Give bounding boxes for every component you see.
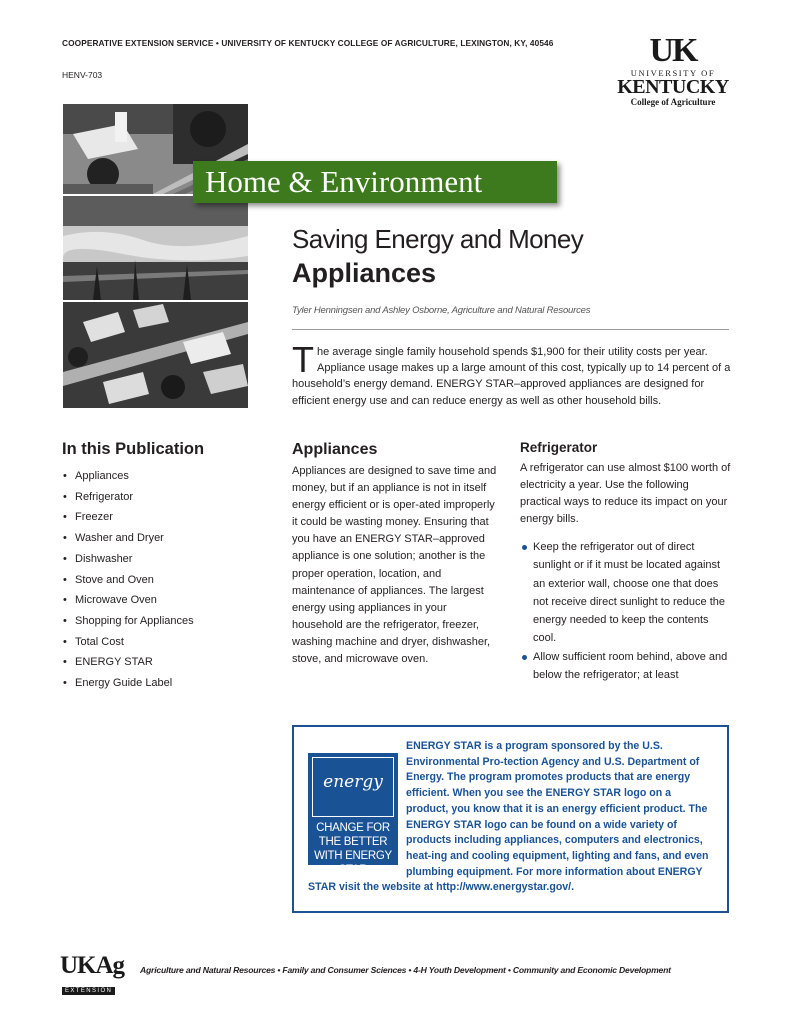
energy-star-description: ENERGY STAR is a program sponsored by the U.S. Environmental Pro-tection Agency and U.S. Department of Energy. The program promotes products that are energy efficient. When you see the ENERGY STAR logo on a product, you know that it is an energy efficient product. The ENERGY STAR logo can be found on a wide variety of products including appliances, computers and electronics, heat-ing and cooling equipment, lighting and fans, and even plumbing equipment. For more information about ENERGY STAR visit the website at http://www.energystar.gov/. bbox=[308, 740, 709, 894]
toc-item: • Stove and Oven bbox=[62, 570, 194, 591]
toc-item: • Freezer bbox=[62, 507, 194, 528]
ukag-logo-mark: UKAg bbox=[60, 952, 125, 979]
authors-line: Tyler Henningsen and Ashley Osborne, Agriculture and Natural Resources bbox=[292, 305, 591, 316]
document-title: Appliances bbox=[292, 258, 437, 288]
energy-star-logo-word: energy bbox=[323, 772, 383, 792]
intro-text: he average single family household spends $1,900 for their utility costs per year. Appliance usage makes up a large amount of this cost, typically up to 14 percent of a household’s energy demand. ENERGY STAR–approved appliances are designed for efficient energy use and can reduce energy as well as other household bills. bbox=[292, 346, 731, 407]
energy-star-logo bbox=[308, 753, 398, 876]
refrigerator-text: A refrigerator can use almost $100 worth of electricity a year. Use the following practical ways to reduce its impact on your energy bills. bbox=[520, 462, 731, 526]
publication-number: HENV-703 bbox=[62, 70, 103, 80]
refrigerator-bullets bbox=[520, 538, 732, 684]
toc-item: • Microwave Oven bbox=[62, 590, 194, 611]
toc-item: • Energy Guide Label bbox=[62, 673, 194, 694]
uk-logo-kentucky: KENTUCKY bbox=[617, 76, 729, 98]
title-divider bbox=[292, 329, 729, 330]
appliances-heading: Appliances bbox=[292, 441, 378, 458]
series-banner: Home & Environment bbox=[193, 161, 557, 203]
appliances-text: Appliances are designed to save time and money, but if an appliance is not in itself energy efficient or is oper-ated improperly it could be wasting money. Ensuring that you have an ENERGY STAR–approved appliance is one solution; another is the proper operation, location, and maintenance of appliances. The largest energy using appliances in your household are the refrigerator, freezer, washing machine and dryer, dishwasher, stove, and microwave oven. bbox=[292, 465, 497, 666]
toc-item: • ENERGY STAR bbox=[62, 652, 194, 673]
ukag-logo-extension: EXTENSION bbox=[62, 987, 115, 995]
toc-item: • Dishwasher bbox=[62, 549, 194, 570]
toc-item: • Total Cost bbox=[62, 632, 194, 653]
document-subtitle: Saving Energy and Money bbox=[292, 224, 584, 254]
houses-aerial-photo bbox=[63, 302, 248, 408]
refrigerator-bullet: Keep the refrigerator out of direct sunlight or if it must be located against an exterior wall, choose one that does not receive direct sunlight to reduce the energy needed to keep the contents cool. bbox=[520, 538, 732, 648]
energy-star-info-text bbox=[308, 739, 716, 896]
energy-star-logo-caption: CHANGE FOR THE BETTER WITH ENERGY STAR bbox=[314, 822, 392, 876]
uk-logo-college: College of Agriculture bbox=[630, 97, 716, 107]
footer-programs: Agriculture and Natural Resources • Family and Consumer Sciences • 4-H Youth Development • Community and Economic Development bbox=[140, 965, 671, 975]
ukag-extension-logo bbox=[60, 952, 130, 994]
refrigerator-bullet: Allow sufficient room behind, above and below the refrigerator; at least bbox=[520, 648, 732, 685]
intro-paragraph bbox=[292, 339, 732, 409]
wetland-photo bbox=[63, 196, 248, 300]
toc-item: • Refrigerator bbox=[62, 487, 194, 508]
energy-star-info-box bbox=[292, 725, 729, 913]
toc-heading: In this Publication bbox=[62, 440, 205, 458]
toc-item: • Shopping for Appliances bbox=[62, 611, 194, 632]
uk-college-logo bbox=[612, 32, 734, 116]
toc-item: • Appliances bbox=[62, 466, 194, 487]
org-header-line: COOPERATIVE EXTENSION SERVICE • UNIVERSITY OF KENTUCKY COLLEGE OF AGRICULTURE, LEXINGTON, KY, 40546 bbox=[62, 38, 554, 48]
uk-logo-mark: UK bbox=[649, 32, 697, 69]
toc-item: • Washer and Dryer bbox=[62, 528, 194, 549]
uk-logo-university: UNIVERSITY OF bbox=[630, 68, 716, 78]
refrigerator-heading: Refrigerator bbox=[520, 440, 598, 455]
toc-list bbox=[62, 466, 194, 694]
intro-dropcap: T bbox=[292, 339, 314, 380]
